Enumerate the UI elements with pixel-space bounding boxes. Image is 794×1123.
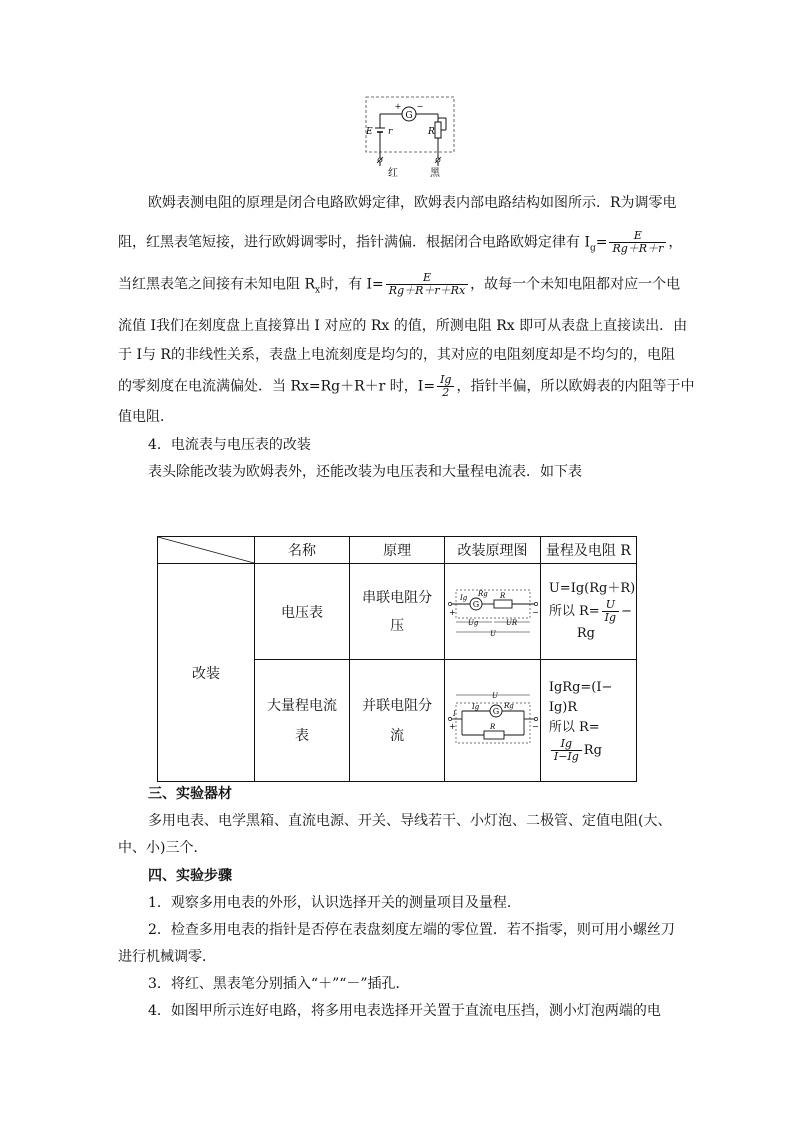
svg-text:E: E [366, 127, 373, 137]
header-range: 量程及电阻 R [540, 537, 636, 564]
row-principle: 并联电阻分流 [350, 660, 445, 782]
svg-text:I: I [452, 709, 456, 718]
paragraph-line-5: 于 I与 R的非线性关系，表盘上电流刻度是均匀的，其对应的电阻刻度却是不均匀的，电阻 [118, 347, 675, 363]
section-3-line-1: 多用电表、电学黑箱、直流电源、开关、导线若干、小灯泡、二极管、定值电阻(大、 [148, 813, 672, 829]
section-4-text: 表头除能改装为欧姆表外，还能改装为电压表和大量程电流表．如下表 [148, 464, 582, 480]
paragraph-line-7: 值电阻． [118, 409, 174, 425]
svg-text:Ig: Ig [459, 593, 467, 602]
formula-fraction: $\frac{Ig}{2}$ [437, 374, 454, 399]
svg-text:R: R [428, 127, 435, 137]
paragraph-line-6: 的零刻度在电流满偏处．当 Rx=Rg＋R＋r 时，I= $\frac{Ig}{2}$ ，指针半偏，所以欧姆表的内阻等于中 [118, 373, 695, 399]
svg-text:+: + [448, 721, 456, 731]
step-2-line-1: 2．检查多用电表的指针是否停在表盘刻度左端的零位置．若不指零，则可用小螺丝刀 [148, 922, 675, 938]
svg-text:−: − [416, 102, 424, 111]
paragraph-line-1: 欧姆表测电阻的原理是闭合电路欧姆定律，欧姆表内部电路结构如图所示．R为调零电 [148, 195, 677, 211]
step-4: 4．如图甲所示连好电路，将多用电表选择开关置于直流电压挡，测小灯泡两端的电 [148, 1003, 661, 1019]
conversion-table [157, 536, 637, 782]
svg-text:R: R [499, 591, 505, 600]
svg-text:G: G [405, 111, 413, 121]
header-diagram: 改装原理图 [445, 537, 541, 564]
ammeter-diagram-cell [445, 660, 541, 782]
svg-text:R: R [489, 722, 495, 731]
step-3: 3．将红、黑表笔分别插入“＋”“－”插孔． [148, 976, 410, 992]
row-principle: 串联电阻分压 [350, 564, 445, 660]
header-name: 名称 [255, 537, 350, 564]
svg-text:−: − [531, 607, 539, 617]
paragraph-line-4: 流值 I我们在刻度盘上直接算出 I 对应的 Rx 的值，所测电阻 Rx 即可从表盘上直接读出．由 [118, 318, 688, 334]
voltmeter-diagram-cell [445, 564, 541, 660]
svg-text:UR: UR [505, 618, 517, 627]
svg-text:Ug: Ug [467, 618, 478, 627]
step-1: 1．观察多用电表的外形，认识选择开关的测量项目及量程． [148, 895, 521, 911]
svg-text:−: − [531, 721, 539, 731]
step-2-line-2: 进行机械调零． [118, 949, 216, 965]
formula-fraction: $\frac{E}{Rg+R+r}$ [609, 230, 666, 255]
steps-heading: 四、实验步骤 [148, 868, 232, 884]
group-label: 改装 [158, 564, 255, 782]
section-4-heading: 4．电流表与电压表的改装 [148, 437, 311, 453]
svg-text:黑: 黑 [430, 168, 440, 179]
formula-fraction: $\frac{E}{Rg+R+r+Rx}$ [386, 272, 468, 297]
svg-text:Rg: Rg [477, 589, 488, 598]
ammeter-range-cell: IgRg=(I− Ig)R 所以 R= $\frac{Ig}{I-Ig}$ Rg [540, 660, 636, 782]
rheostat-icon [435, 122, 441, 138]
voltmeter-circuit-figure [448, 582, 538, 642]
section-3-line-2: 中、小)三个． [118, 840, 208, 856]
row-name: 大量程电流表 [255, 660, 350, 782]
section-3-heading: 三、实验器材 [148, 786, 232, 802]
paragraph-line-2: 阻，红黑表笔短接，进行欧姆调零时，指针满偏．根据闭合电路欧姆定律有 $I_g=$ $\frac{E}{Rg+R+r}$ ， [118, 229, 683, 255]
svg-text:G: G [492, 706, 499, 716]
row-name: 电压表 [255, 564, 350, 660]
svg-text:G: G [472, 599, 479, 609]
diagonal-header-cell [158, 537, 255, 564]
svg-text:Rg: Rg [503, 701, 514, 710]
svg-text:Ig: Ig [471, 702, 479, 711]
svg-text:+: + [448, 607, 456, 617]
ammeter-circuit-figure [448, 689, 538, 753]
voltmeter-range-cell: U=Ig(Rg＋R) 所以 R= $\frac{U}{Ig}$ − Rg [540, 564, 636, 660]
header-principle: 原理 [350, 537, 445, 564]
paragraph-line-3: 当红黑表笔之间接有未知电阻 $R_x$时，有 I= $\frac{E}{Rg+R+r+Rx}$ ，故每一个未知电阻都对应一个电 [118, 271, 681, 297]
svg-text:+: + [394, 102, 402, 111]
ohmmeter-circuit-figure [362, 94, 458, 180]
svg-text:红: 红 [388, 168, 398, 179]
svg-text:r: r [388, 127, 393, 137]
svg-text:U: U [489, 629, 496, 638]
svg-text:U: U [491, 691, 498, 700]
